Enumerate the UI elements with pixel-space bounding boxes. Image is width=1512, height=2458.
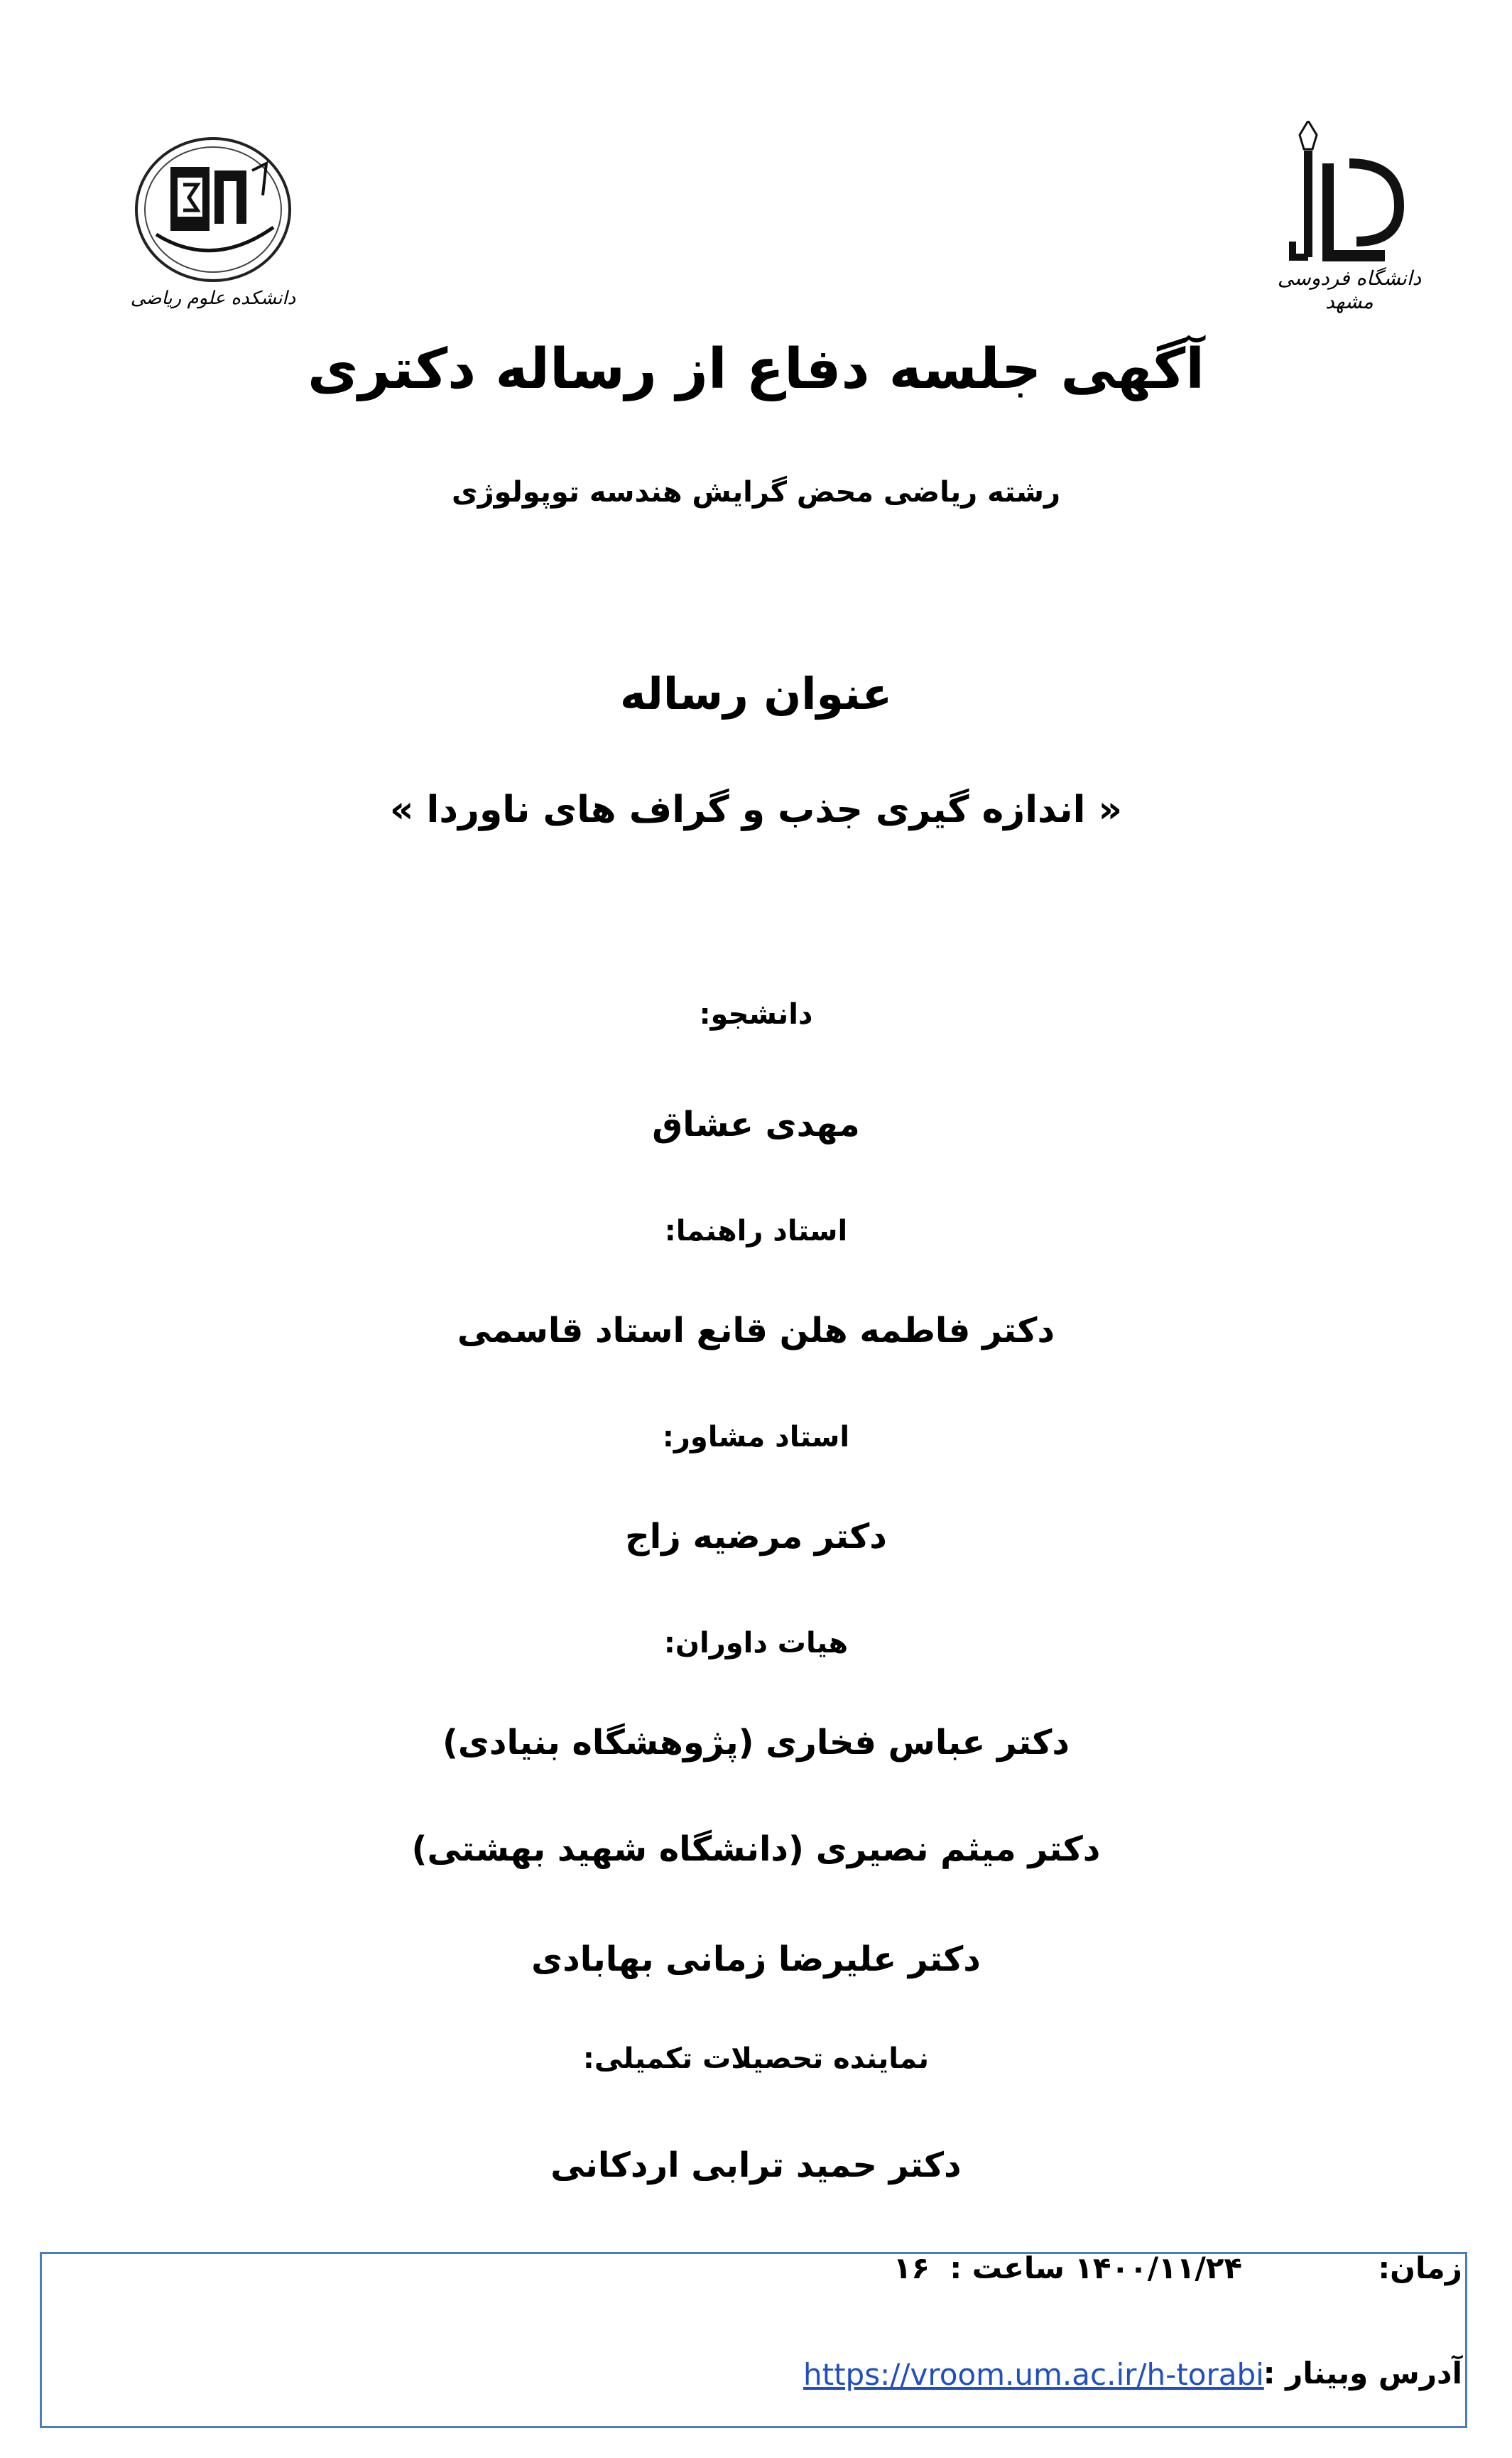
hour-label: ساعت : [950,2251,1065,2285]
webinar-link[interactable]: https://vroom.um.ac.ir/h-torabi [803,2357,1264,2392]
webinar-address-label: آدرس وبینار : [1263,2356,1462,2391]
graduate-rep-name: دکتر حمید ترابی اردکانی [550,2145,962,2185]
referee-name: دکتر عباس فخاری (پژوهشگاه بنیادی) [442,1723,1070,1763]
announcement-title: آگهی جلسه دفاع از رساله دکتری [307,337,1205,401]
student-label: دانشجو: [699,998,813,1031]
ferdowsi-university-logo [1277,121,1427,313]
referees-label: هیات داوران: [663,1627,849,1660]
field-of-study: رشته ریاضی محض گرایش هندسه توپولوژی [451,476,1061,509]
referee-name: دکتر علیرضا زمانی بهابادی [531,1939,981,1979]
thesis-heading: عنوان رساله [619,668,893,720]
consultant-name: دکتر مرضیه زاج [625,1517,887,1556]
advisor-label: استاد راهنما: [664,1215,848,1247]
session-info-box [40,2252,1467,2428]
thesis-title: « اندازه گیری جذب و گراف های ناوردا » [389,789,1123,831]
faculty-of-mathematical-sciences-logo [121,128,305,320]
referee-name: دکتر میثم نصیری (دانشگاه شهید بهشتی) [411,1829,1101,1869]
session-hour: ۱۶ [893,2251,930,2285]
right-logo-caption: دانشگاه فردوسی مشهد [1277,266,1422,313]
left-logo-caption: دانشکده علوم ریاضی [130,288,296,309]
consultant-label: استاد مشاور: [662,1421,850,1453]
session-date: ۱۴۰۰/۱۱/۲۴ [1075,2251,1242,2285]
student-name: مهدی عشاق [652,1105,860,1144]
time-label: زمان: [1378,2251,1462,2285]
advisor-name: دکتر فاطمه هلن قانع استاد قاسمی [457,1311,1055,1350]
graduate-rep-label: نماینده تحصیلات تکمیلی: [582,2042,930,2075]
